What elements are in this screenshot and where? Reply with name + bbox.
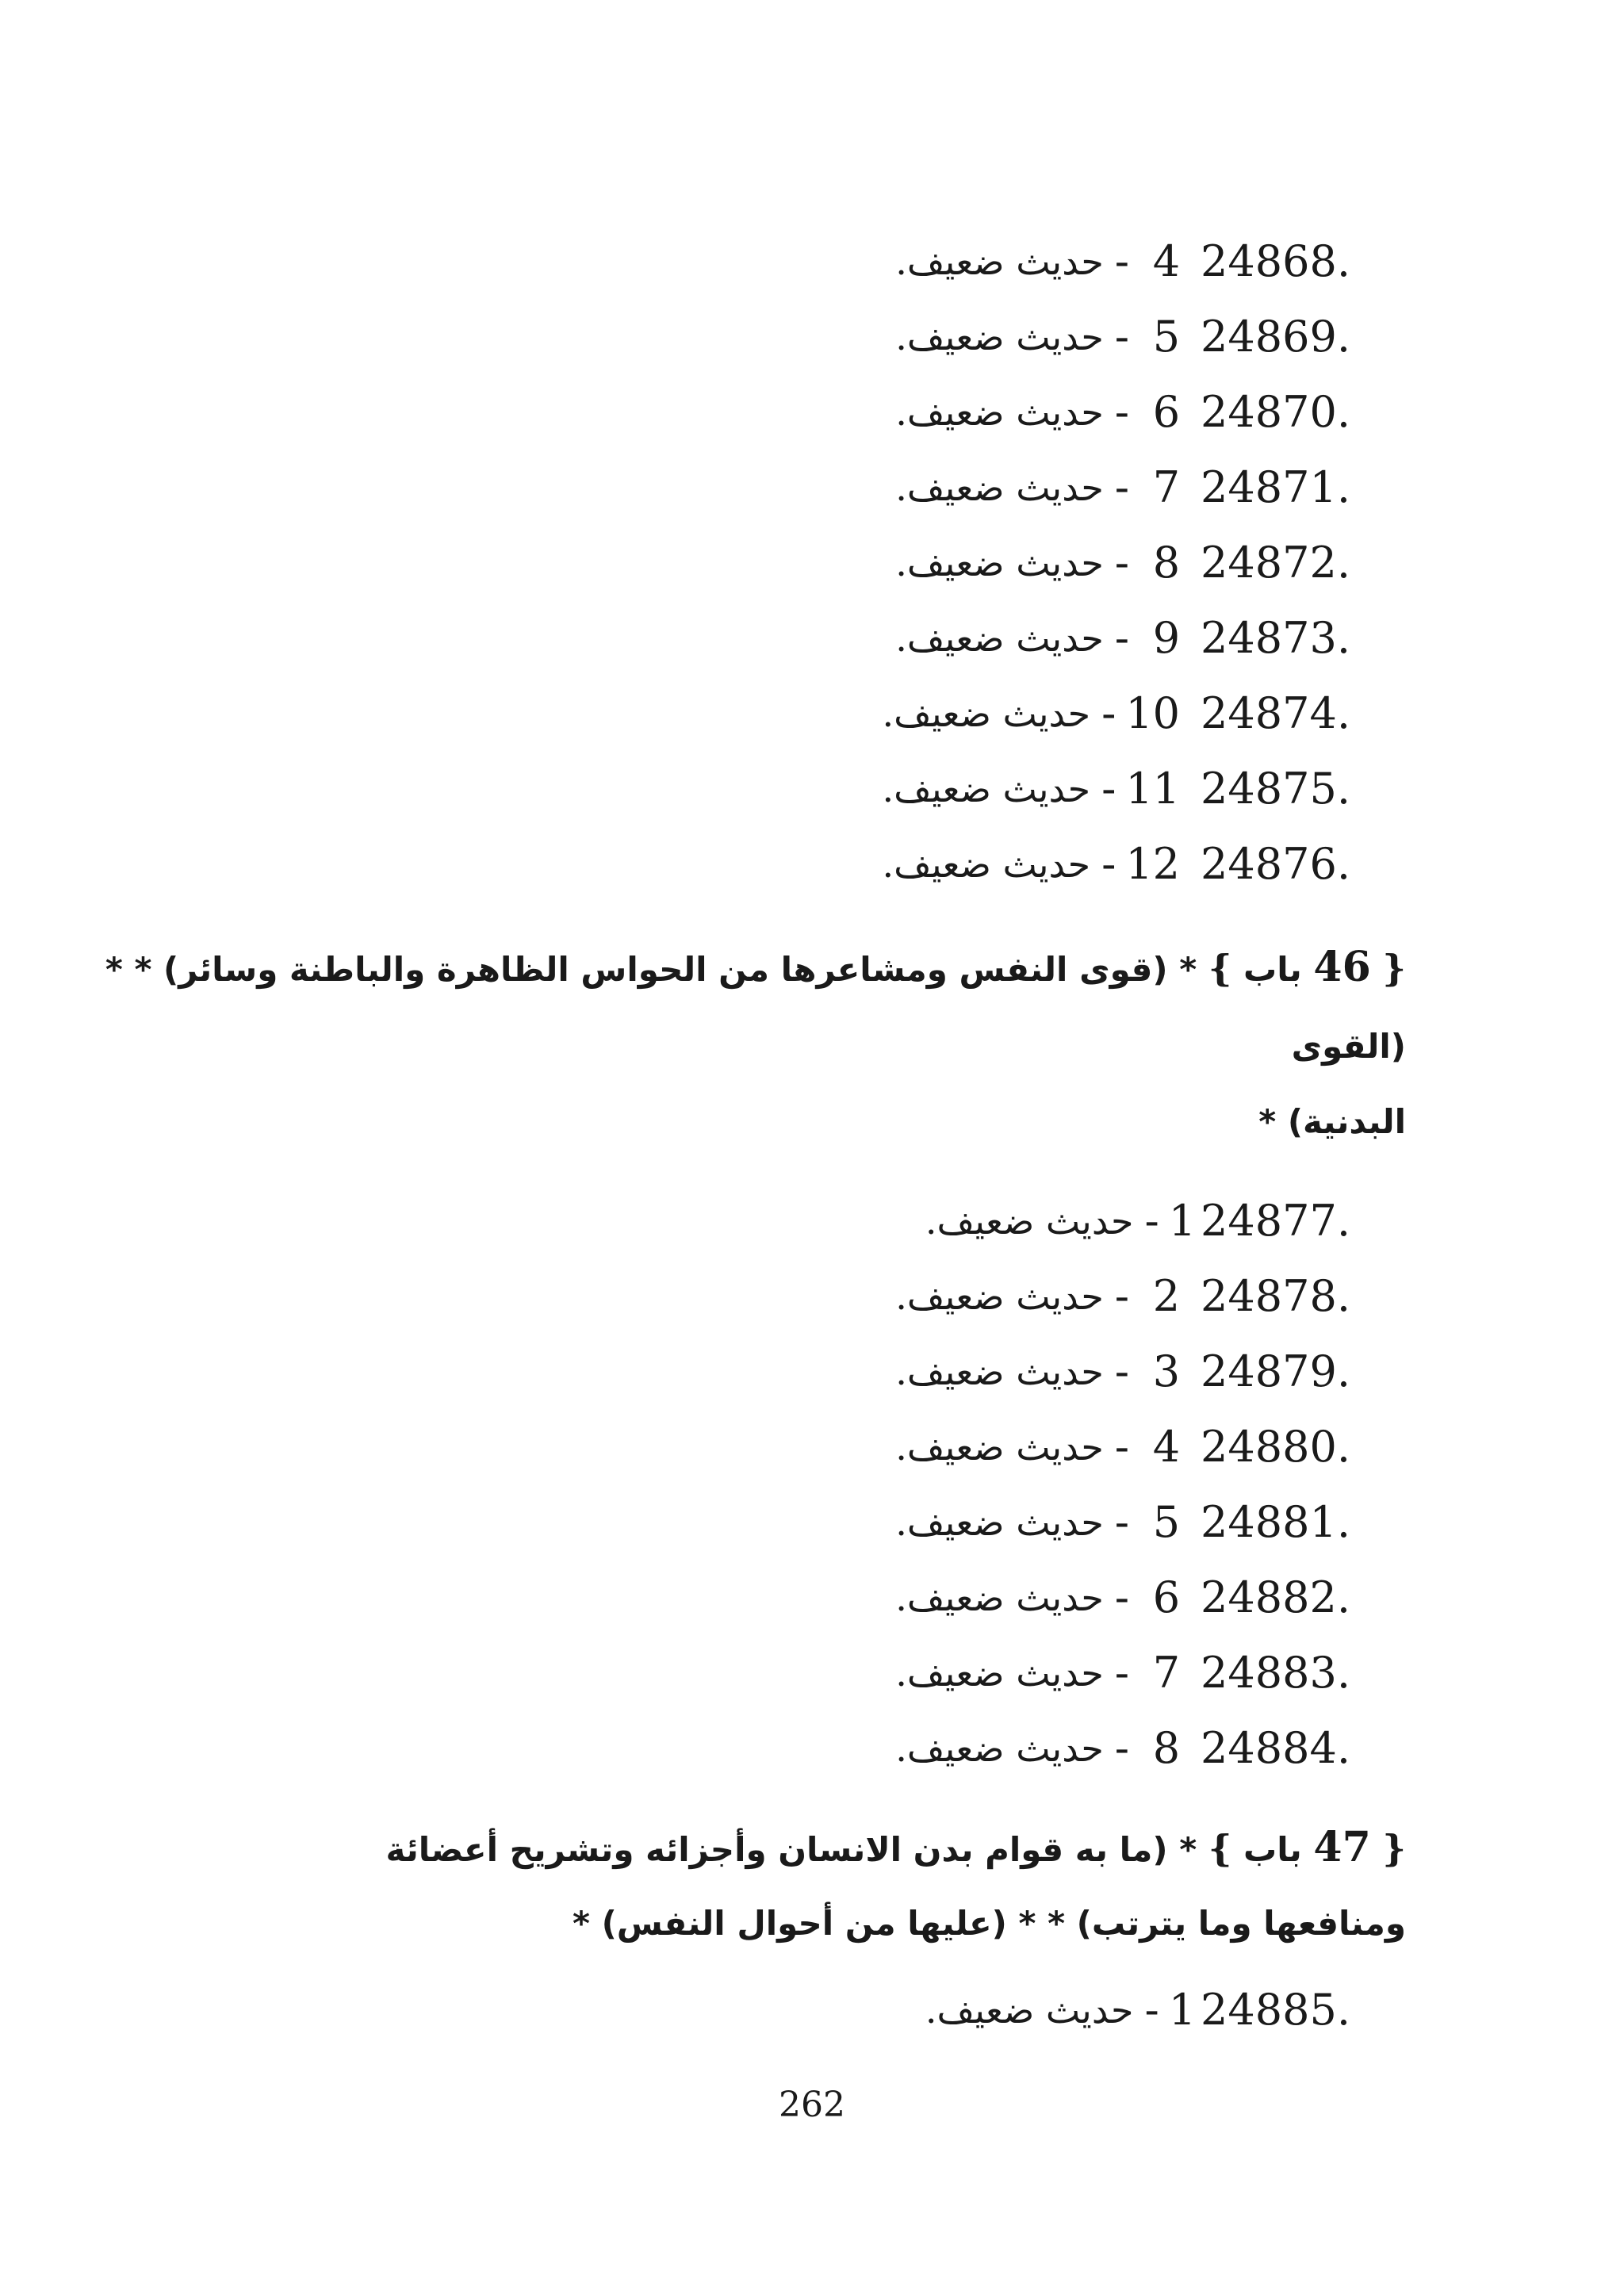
chapter-title: * (قوى النفس ومشاعرها من الحواس الظاهرة والباطنة وسائر) * *	[105, 950, 1197, 989]
entry-number: 24883.	[1201, 1648, 1350, 1698]
hadith-grade: حديث ضعيف.	[882, 843, 1091, 886]
chapter-open-brace: {	[1382, 1827, 1406, 1870]
dash: -	[1144, 1196, 1159, 1246]
chapter-heading-line	[386, 1824, 1406, 1874]
hadith-grade: حديث ضعيف.	[882, 768, 1091, 810]
entry-number: 24876.	[1201, 839, 1350, 889]
chapter-heading-line	[1258, 1098, 1406, 1146]
hadith-grade: حديث ضعيف.	[895, 316, 1104, 358]
hadith-grade: حديث ضعيف.	[895, 391, 1104, 434]
hadith-grade: حديث ضعيف.	[925, 1200, 1134, 1243]
chapter-heading-line	[105, 944, 1406, 994]
entry-sub-number: 5	[1152, 1497, 1181, 1547]
entry-sub-number: 4	[1152, 236, 1181, 286]
dash: -	[1114, 1497, 1130, 1547]
dash: -	[1101, 764, 1116, 814]
entry-sub-number: 1	[1168, 1985, 1197, 2035]
entry-sub-number: 1	[1168, 1196, 1197, 1246]
entry-sub-number: 8	[1152, 538, 1181, 588]
hadith-entry	[895, 305, 1350, 369]
entry-sub-number: 7	[1152, 462, 1181, 512]
chapter-close-brace: }	[1208, 1827, 1232, 1870]
entry-sub-number: 4	[1152, 1422, 1181, 1472]
hadith-entry	[925, 1978, 1350, 2042]
dash: -	[1114, 1723, 1130, 1773]
entry-number: 24884.	[1201, 1723, 1350, 1773]
hadith-grade: حديث ضعيف.	[895, 1727, 1104, 1770]
hadith-entry	[895, 456, 1350, 519]
chapter-title: * (ما به قوام بدن الانسان وأجزائه وتشريح أعضائة	[385, 1830, 1197, 1869]
hadith-grade: حديث ضعيف.	[895, 1426, 1104, 1469]
hadith-entry	[895, 1566, 1350, 1630]
entry-sub-number: 6	[1152, 1572, 1181, 1622]
entry-number: 24875.	[1201, 764, 1350, 814]
chapter-open-brace: {	[1382, 947, 1406, 990]
hadith-entry	[895, 1717, 1350, 1780]
entry-number: 24879.	[1201, 1346, 1350, 1396]
dash: -	[1114, 462, 1130, 512]
dash: -	[1114, 613, 1130, 663]
chapter-title-continued: البدنية) *	[1258, 1102, 1406, 1141]
hadith-grade: حديث ضعيف.	[895, 542, 1104, 584]
hadith-grade: حديث ضعيف.	[895, 1576, 1104, 1619]
entry-number: 24880.	[1201, 1422, 1350, 1472]
entry-sub-number: 9	[1152, 613, 1181, 663]
chapter-title-continued: (القوى	[1291, 1027, 1406, 1066]
entry-number: 24877.	[1201, 1196, 1350, 1246]
dash: -	[1114, 538, 1130, 588]
entry-number: 24870.	[1201, 387, 1350, 437]
hadith-entry	[895, 531, 1350, 595]
dash: -	[1114, 236, 1130, 286]
dash: -	[1114, 1648, 1130, 1698]
entry-sub-number: 8	[1152, 1723, 1181, 1773]
hadith-entry	[895, 1641, 1350, 1705]
entry-sub-number: 11	[1125, 764, 1181, 814]
entry-number: 24878.	[1201, 1271, 1350, 1321]
entry-sub-number: 10	[1125, 688, 1181, 738]
hadith-grade: حديث ضعيف.	[895, 1652, 1104, 1695]
hadith-grade: حديث ضعيف.	[895, 1275, 1104, 1318]
entry-sub-number: 7	[1152, 1648, 1181, 1698]
hadith-entry	[895, 1265, 1350, 1328]
chapter-word: باب	[1243, 1830, 1302, 1869]
dash: -	[1114, 1572, 1130, 1622]
hadith-entry	[883, 757, 1350, 821]
entry-sub-number: 6	[1152, 387, 1181, 437]
entry-number: 24874.	[1201, 688, 1350, 738]
entry-number: 24885.	[1201, 1985, 1350, 2035]
hadith-entry	[883, 682, 1350, 745]
hadith-entry	[895, 1491, 1350, 1554]
chapter-close-brace: }	[1208, 947, 1232, 990]
entry-number: 24868.	[1201, 236, 1350, 286]
hadith-entry	[895, 607, 1350, 670]
entry-sub-number: 12	[1125, 839, 1181, 889]
dash: -	[1114, 1422, 1130, 1472]
hadith-grade: حديث ضعيف.	[895, 617, 1104, 660]
hadith-entry	[925, 1189, 1350, 1253]
entry-number: 24869.	[1201, 312, 1350, 362]
hadith-grade: حديث ضعيف.	[895, 1501, 1104, 1544]
hadith-grade: حديث ضعيف.	[895, 1350, 1104, 1393]
dash: -	[1144, 1985, 1159, 2035]
hadith-entry	[895, 1415, 1350, 1479]
entry-number: 24871.	[1201, 462, 1350, 512]
entry-sub-number: 2	[1152, 1271, 1181, 1321]
dash: -	[1114, 1271, 1130, 1321]
page-number: 262	[779, 2085, 845, 2125]
hadith-entry	[895, 1340, 1350, 1404]
entry-number: 24872.	[1201, 538, 1350, 588]
entry-sub-number: 5	[1152, 312, 1181, 362]
dash: -	[1114, 312, 1130, 362]
entry-number: 24873.	[1201, 613, 1350, 663]
dash: -	[1114, 387, 1130, 437]
dash: -	[1114, 1346, 1130, 1396]
chapter-title-continued: ومنافعها وما يترتب) * * (عليها من أحوال النفس) *	[573, 1904, 1406, 1943]
entry-number: 24881.	[1201, 1497, 1350, 1547]
entry-sub-number: 3	[1152, 1346, 1181, 1396]
chapter-heading-line	[573, 1900, 1406, 1947]
chapter-word: باب	[1243, 950, 1302, 989]
dash: -	[1101, 839, 1116, 889]
hadith-entry	[895, 381, 1350, 444]
chapter-number: 46	[1313, 943, 1371, 991]
dash: -	[1101, 688, 1116, 738]
hadith-grade: حديث ضعيف.	[895, 240, 1104, 283]
hadith-entry	[883, 833, 1350, 896]
hadith-entry	[895, 230, 1350, 293]
hadith-grade: حديث ضعيف.	[895, 466, 1104, 509]
chapter-heading-line	[1292, 1023, 1406, 1070]
entry-number: 24882.	[1201, 1572, 1350, 1622]
chapter-number: 47	[1313, 1823, 1371, 1871]
hadith-grade: حديث ضعيف.	[882, 692, 1091, 735]
hadith-grade: حديث ضعيف.	[925, 1989, 1134, 2032]
